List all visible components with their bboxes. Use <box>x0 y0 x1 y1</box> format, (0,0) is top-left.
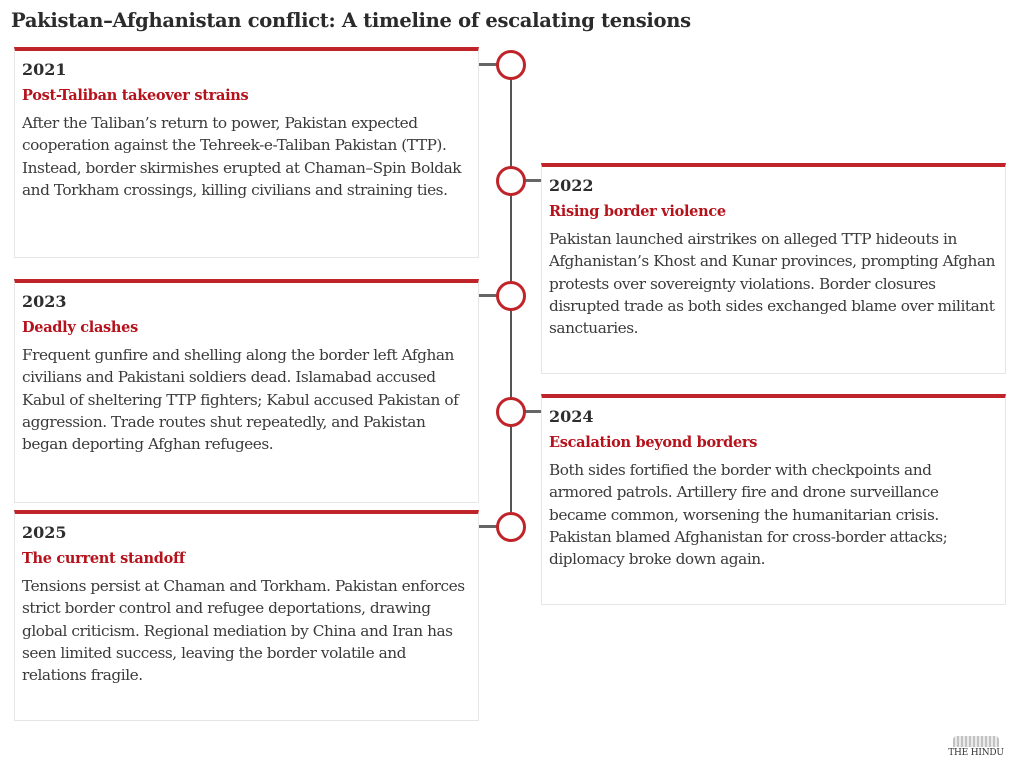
timeline-node <box>496 397 526 427</box>
timeline-node <box>496 281 526 311</box>
event-heading: Escalation beyond borders <box>549 434 758 451</box>
event-description: Frequent gunfire and shelling along the border left Afghan civilians and Pakistani soldiers dead. Islamabad accused Kabul of sheltering TTP fighters; Kabul accused Pakistan of aggression. Trade routes shut repeatedly, and Pakistan began deporting Afghan refugees. <box>22 346 459 454</box>
timeline-node <box>496 512 526 542</box>
event-year: 2024 <box>549 407 594 426</box>
event-heading: The current standoff <box>22 550 185 567</box>
event-description: Pakistan launched airstrikes on alleged TTP hideouts in Afghanistan’s Khost and Kunar provinces, prompting Afghan protests over sovereignty violations. Border closures disrupted trade as both sides exchanged blame over militant sanctuaries. <box>549 230 996 338</box>
event-year: 2025 <box>22 523 67 542</box>
timeline-node <box>496 50 526 80</box>
timeline-card-2024 <box>541 394 1006 605</box>
event-heading: Post-Taliban takeover strains <box>22 87 249 104</box>
event-year: 2022 <box>549 176 594 195</box>
page-title: Pakistan–Afghanistan conflict: A timeline of escalating tensions <box>11 9 691 32</box>
emblem-icon <box>953 736 999 747</box>
timeline-node <box>496 166 526 196</box>
event-year: 2021 <box>22 60 67 79</box>
event-description: Tensions persist at Chaman and Torkham. Pakistan enforces strict border control and refugee deportations, drawing global criticism. Regional mediation by China and Iran has seen limited success, leaving the border volatile and relations fragile. <box>22 577 465 685</box>
event-description: Both sides fortified the border with checkpoints and armored patrols. Artillery fire and drone surveillance became common, worsening the humanitarian crisis. Pakistan blamed Afghanistan for cross-border attacks; diplomacy broke down again. <box>549 461 948 569</box>
logo-text: THE HINDU <box>948 748 1004 758</box>
event-heading: Rising border violence <box>549 203 726 220</box>
event-description: After the Taliban’s return to power, Pakistan expected cooperation against the Tehreek-e-Taliban Pakistan (TTP). Instead, border skirmishes erupted at Chaman–Spin Boldak and Torkham crossings, killing civilians and straining ties. <box>22 114 462 199</box>
event-heading: Deadly clashes <box>22 319 138 336</box>
timeline-card-2025 <box>14 510 479 721</box>
timeline-card-2023 <box>14 279 479 503</box>
event-year: 2023 <box>22 292 67 311</box>
timeline-card-2022 <box>541 163 1006 374</box>
the-hindu-logo <box>944 736 1008 758</box>
timeline-card-2021 <box>14 47 479 258</box>
